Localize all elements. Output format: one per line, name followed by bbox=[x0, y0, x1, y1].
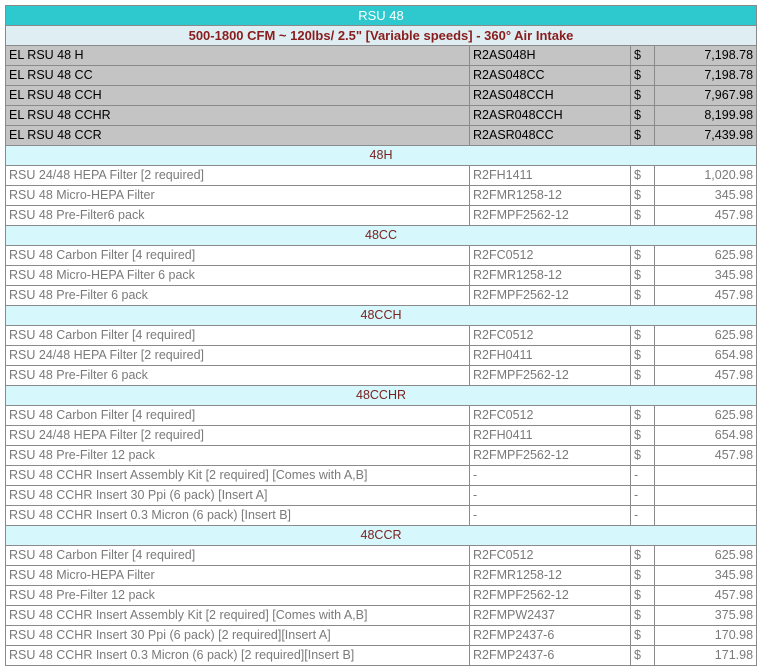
currency-symbol: $ bbox=[631, 86, 655, 106]
accessory-row bbox=[6, 446, 757, 466]
accessory-row bbox=[6, 586, 757, 606]
accessory-row bbox=[6, 326, 757, 346]
product-price: 654.98 bbox=[655, 346, 757, 366]
product-price: 625.98 bbox=[655, 406, 757, 426]
section-title: 48CCH bbox=[6, 306, 757, 326]
currency-symbol: $ bbox=[631, 426, 655, 446]
accessory-row bbox=[6, 566, 757, 586]
currency-symbol: $ bbox=[631, 546, 655, 566]
product-name: EL RSU 48 CCH bbox=[6, 86, 470, 106]
currency-symbol: - bbox=[631, 466, 655, 486]
product-price: 457.98 bbox=[655, 366, 757, 386]
section-header-row bbox=[6, 226, 757, 246]
product-sku: R2FC0512 bbox=[470, 406, 631, 426]
price-table bbox=[5, 5, 757, 666]
product-price: 654.98 bbox=[655, 426, 757, 446]
product-sku: R2FMPF2562-12 bbox=[470, 366, 631, 386]
currency-symbol: $ bbox=[631, 286, 655, 306]
currency-symbol: - bbox=[631, 486, 655, 506]
section-header-row bbox=[6, 146, 757, 166]
unit-row bbox=[6, 106, 757, 126]
accessory-row bbox=[6, 546, 757, 566]
product-price: 7,439.98 bbox=[655, 126, 757, 146]
accessory-row bbox=[6, 266, 757, 286]
table-title: RSU 48 bbox=[6, 6, 757, 26]
product-price: 171.98 bbox=[655, 646, 757, 666]
currency-symbol: $ bbox=[631, 346, 655, 366]
accessory-row bbox=[6, 366, 757, 386]
product-name: RSU 48 CCHR Insert 30 Ppi (6 pack) [Insert A] bbox=[6, 486, 470, 506]
product-name: EL RSU 48 CC bbox=[6, 66, 470, 86]
product-name: RSU 48 Pre-Filter 6 pack bbox=[6, 286, 470, 306]
accessory-row bbox=[6, 206, 757, 226]
product-price: 457.98 bbox=[655, 286, 757, 306]
product-name: RSU 48 CCHR Insert 30 Ppi (6 pack) [2 required][Insert A] bbox=[6, 626, 470, 646]
product-name: RSU 48 Pre-Filter 12 pack bbox=[6, 586, 470, 606]
product-sku: R2FMR1258-12 bbox=[470, 566, 631, 586]
currency-symbol: $ bbox=[631, 606, 655, 626]
product-sku: R2FMPF2562-12 bbox=[470, 206, 631, 226]
currency-symbol: $ bbox=[631, 126, 655, 146]
product-name: RSU 48 Carbon Filter [4 required] bbox=[6, 326, 470, 346]
product-price: 7,967.98 bbox=[655, 86, 757, 106]
product-price bbox=[655, 486, 757, 506]
currency-symbol: $ bbox=[631, 366, 655, 386]
product-name: EL RSU 48 H bbox=[6, 46, 470, 66]
accessory-row bbox=[6, 286, 757, 306]
product-sku: - bbox=[470, 506, 631, 526]
accessory-row bbox=[6, 186, 757, 206]
product-price: 457.98 bbox=[655, 206, 757, 226]
currency-symbol: $ bbox=[631, 586, 655, 606]
currency-symbol: $ bbox=[631, 246, 655, 266]
table-subtitle: 500-1800 CFM ~ 120lbs/ 2.5" [Variable speeds] - 360° Air Intake bbox=[6, 26, 757, 46]
product-sku: R2FC0512 bbox=[470, 546, 631, 566]
product-sku: R2ASR048CCH bbox=[470, 106, 631, 126]
accessory-row bbox=[6, 486, 757, 506]
section-title: 48CCR bbox=[6, 526, 757, 546]
product-sku: R2ASR048CC bbox=[470, 126, 631, 146]
section-header-row bbox=[6, 526, 757, 546]
currency-symbol: $ bbox=[631, 566, 655, 586]
product-price bbox=[655, 466, 757, 486]
section-title: 48CCHR bbox=[6, 386, 757, 406]
product-price: 625.98 bbox=[655, 546, 757, 566]
accessory-row bbox=[6, 166, 757, 186]
product-price: 7,198.78 bbox=[655, 46, 757, 66]
title-row bbox=[6, 6, 757, 26]
price-table-body bbox=[6, 6, 757, 666]
section-header-row bbox=[6, 306, 757, 326]
accessory-row bbox=[6, 646, 757, 666]
accessory-row bbox=[6, 466, 757, 486]
product-name: RSU 48 Micro-HEPA Filter 6 pack bbox=[6, 266, 470, 286]
section-title: 48H bbox=[6, 146, 757, 166]
product-price bbox=[655, 506, 757, 526]
currency-symbol: $ bbox=[631, 406, 655, 426]
product-name: RSU 48 Carbon Filter [4 required] bbox=[6, 406, 470, 426]
product-price: 457.98 bbox=[655, 446, 757, 466]
product-price: 345.98 bbox=[655, 186, 757, 206]
product-sku: R2AS048CCH bbox=[470, 86, 631, 106]
currency-symbol: $ bbox=[631, 446, 655, 466]
product-price: 625.98 bbox=[655, 246, 757, 266]
product-sku: R2FH0411 bbox=[470, 426, 631, 446]
unit-row bbox=[6, 126, 757, 146]
unit-row bbox=[6, 46, 757, 66]
subtitle-row bbox=[6, 26, 757, 46]
currency-symbol: $ bbox=[631, 166, 655, 186]
product-name: RSU 24/48 HEPA Filter [2 required] bbox=[6, 166, 470, 186]
section-header-row bbox=[6, 386, 757, 406]
product-sku: R2FMPF2562-12 bbox=[470, 586, 631, 606]
product-name: RSU 48 Carbon Filter [4 required] bbox=[6, 246, 470, 266]
product-price: 625.98 bbox=[655, 326, 757, 346]
product-sku: R2FMPF2562-12 bbox=[470, 446, 631, 466]
product-name: EL RSU 48 CCR bbox=[6, 126, 470, 146]
product-sku: R2FC0512 bbox=[470, 246, 631, 266]
product-price: 8,199.98 bbox=[655, 106, 757, 126]
currency-symbol: $ bbox=[631, 266, 655, 286]
product-sku: R2FMP2437-6 bbox=[470, 646, 631, 666]
accessory-row bbox=[6, 406, 757, 426]
currency-symbol: $ bbox=[631, 186, 655, 206]
product-price: 7,198.78 bbox=[655, 66, 757, 86]
product-price: 170.98 bbox=[655, 626, 757, 646]
accessory-row bbox=[6, 246, 757, 266]
unit-row bbox=[6, 66, 757, 86]
accessory-row bbox=[6, 626, 757, 646]
product-sku: R2FH0411 bbox=[470, 346, 631, 366]
currency-symbol: - bbox=[631, 506, 655, 526]
product-sku: R2FMPF2562-12 bbox=[470, 286, 631, 306]
currency-symbol: $ bbox=[631, 626, 655, 646]
product-sku: R2FMR1258-12 bbox=[470, 266, 631, 286]
product-name: RSU 48 Carbon Filter [4 required] bbox=[6, 546, 470, 566]
product-name: RSU 48 Micro-HEPA Filter bbox=[6, 566, 470, 586]
product-sku: R2FC0512 bbox=[470, 326, 631, 346]
product-price: 1,020.98 bbox=[655, 166, 757, 186]
product-name: RSU 24/48 HEPA Filter [2 required] bbox=[6, 426, 470, 446]
product-name: RSU 48 Pre-Filter 6 pack bbox=[6, 366, 470, 386]
product-price: 457.98 bbox=[655, 586, 757, 606]
accessory-row bbox=[6, 346, 757, 366]
product-sku: - bbox=[470, 486, 631, 506]
currency-symbol: $ bbox=[631, 326, 655, 346]
product-price: 375.98 bbox=[655, 606, 757, 626]
product-name: RSU 48 Pre-Filter6 pack bbox=[6, 206, 470, 226]
product-name: RSU 24/48 HEPA Filter [2 required] bbox=[6, 346, 470, 366]
product-sku: R2AS048H bbox=[470, 46, 631, 66]
section-title: 48CC bbox=[6, 226, 757, 246]
product-name: EL RSU 48 CCHR bbox=[6, 106, 470, 126]
product-sku: R2FMP2437-6 bbox=[470, 626, 631, 646]
accessory-row bbox=[6, 606, 757, 626]
accessory-row bbox=[6, 506, 757, 526]
currency-symbol: $ bbox=[631, 46, 655, 66]
currency-symbol: $ bbox=[631, 646, 655, 666]
accessory-row bbox=[6, 426, 757, 446]
currency-symbol: $ bbox=[631, 66, 655, 86]
product-sku: R2AS048CC bbox=[470, 66, 631, 86]
product-sku: R2FH1411 bbox=[470, 166, 631, 186]
product-name: RSU 48 CCHR Insert 0.3 Micron (6 pack) [Insert B] bbox=[6, 506, 470, 526]
product-name: RSU 48 Micro-HEPA Filter bbox=[6, 186, 470, 206]
product-sku: R2FMR1258-12 bbox=[470, 186, 631, 206]
currency-symbol: $ bbox=[631, 206, 655, 226]
product-name: RSU 48 CCHR Insert Assembly Kit [2 required] [Comes with A,B] bbox=[6, 466, 470, 486]
product-name: RSU 48 CCHR Insert 0.3 Micron (6 pack) [2 required][Insert B] bbox=[6, 646, 470, 666]
product-sku: R2FMPW2437 bbox=[470, 606, 631, 626]
unit-row bbox=[6, 86, 757, 106]
product-name: RSU 48 Pre-Filter 12 pack bbox=[6, 446, 470, 466]
product-price: 345.98 bbox=[655, 266, 757, 286]
product-name: RSU 48 CCHR Insert Assembly Kit [2 required] [Comes with A,B] bbox=[6, 606, 470, 626]
currency-symbol: $ bbox=[631, 106, 655, 126]
product-price: 345.98 bbox=[655, 566, 757, 586]
product-sku: - bbox=[470, 466, 631, 486]
